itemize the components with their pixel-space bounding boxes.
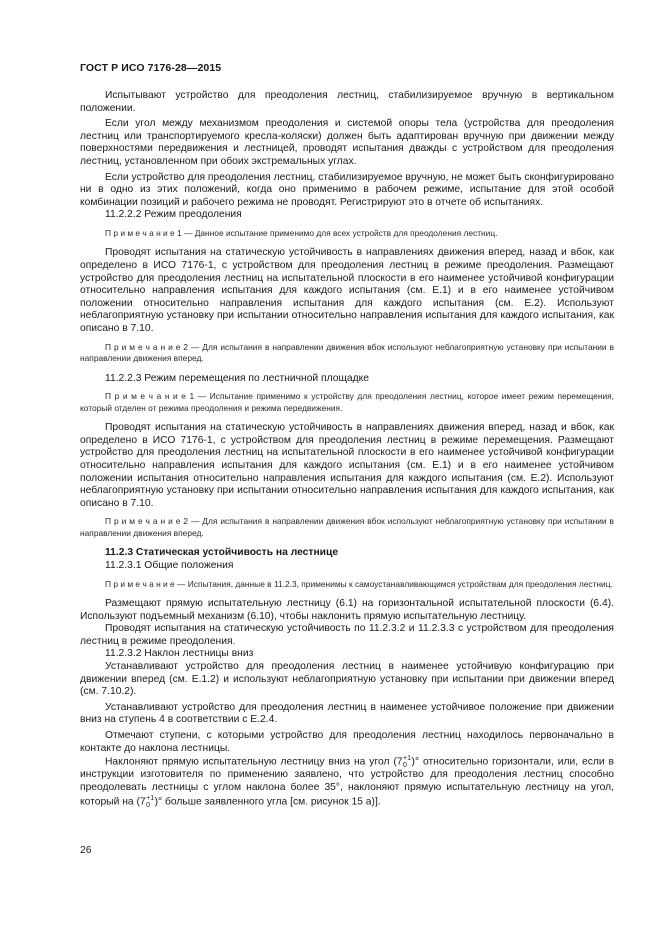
paragraph-part: )° больше заявленного угла [см. рисунок 15 а)]. — [154, 796, 381, 808]
tolerance-lower: 0 — [146, 801, 151, 809]
tolerance-upper: +1 — [403, 755, 412, 763]
paragraph: Размещают прямую испытательную лестницу (6.1) на горизонтальной испытательной плоскости (6.4). Используют подъемный механизм (6.10), чтобы наклонить прямую испытательную лестницу. — [80, 598, 614, 622]
note-text: 1 — Испытание применимо к устройству для преодоления лестниц, которое имеет режим перемещения, который отделен от режима преодоления и режима передвижения. — [80, 391, 614, 413]
note-text: — Испытания, данные в 11.2.3, применимы к самоустанавливающимся устройствам для преодоления лестниц. — [174, 578, 613, 589]
paragraph-with-tolerance — [80, 755, 614, 809]
note — [80, 516, 614, 539]
note — [80, 391, 614, 414]
document-header: ГОСТ Р ИСО 7176-28—2015 — [80, 62, 222, 74]
paragraph: Устанавливают устройство для преодоления лестниц в наименее устойчивую конфигурацию при движении вперед (см. Е.1.2) и используют неблагоприятную установку при испытании при движении вперед (см. 7.10.2). — [80, 661, 614, 698]
section-heading-11-2-2-3: 11.2.2.3 Режим перемещения по лестничной площадке — [105, 372, 370, 384]
note-text: 2 — Для испытания в направлении движения вбок используют неблагоприятную установку при испытании в направлении движения вперед. — [80, 341, 614, 364]
page-number: 26 — [80, 845, 92, 856]
paragraph: Устанавливают устройство для преодоления лестниц в наименее устойчивое положение при движении вниз на ступень 4 в соответствии с Е.2.4. — [80, 701, 614, 726]
tolerance-upper: +1 — [146, 794, 155, 802]
note-text: 1 — Данное испытание применимо для всех устройств для преодоления лестниц. — [174, 227, 498, 238]
section-heading-11-2-3-2: 11.2.3.2 Наклон лестницы вниз — [105, 648, 254, 660]
note-label: П р и м е ч а н и е — [105, 578, 175, 589]
note-label: П р и м е ч а н и е — [105, 341, 181, 352]
paragraph: Проводят испытания на статическую устойчивость по 11.2.3.2 и 11.2.3.3 с устройством для преодоления лестниц в режиме преодоления. — [80, 623, 614, 647]
note-label: П р и м е ч а н и е — [105, 516, 181, 527]
paragraph: Проводят испытания на статическую устойчивость в направлениях движения вперед, назад и вбок, как определено в ИСО 7176-1, с устройством для преодоления лестниц в режиме преодоления. Размещают устройство для преодоления лестниц на испытательной плоскости в его наименее устойчивой конфигурации относительно направления испытания для каждого испытания (см. Е.1) и в его наименее устойчивом положении относительно направления испытания для каждого испытания (см. Е.2). Используют неблагоприятную установку при испытании относительно направления испытания для каждого испытания, как описано в 7.10. — [80, 247, 614, 334]
note — [80, 228, 614, 240]
document-body — [80, 90, 614, 809]
paragraph-part: )° относительно горизонтали, или, если в инструкции изготовителя по применению заявлено, что устройство для преодоления лестниц способно преодолевать лестницы с углом наклона более 35°, наклоняют прямую испытательную лестницу на угол, который на (7 — [80, 756, 614, 808]
note — [80, 579, 614, 591]
tolerance-fraction — [403, 755, 411, 769]
paragraph: Если угол между механизмом преодоления и системой опоры тела (устройства для преодоления лестниц или транспортируемого кресла-коляски) должен быть адаптирован вручную при движении между поверхностями передвижения и лестницей, проводят испытания дважды с устройством для преодоления лестниц, установленном при обоих экстремальных углах. — [80, 118, 614, 167]
note — [80, 342, 614, 365]
note-label: П р и м е ч а н и е — [105, 227, 175, 238]
note-label: П р и м е ч а н и е — [105, 391, 186, 402]
tolerance-fraction — [146, 795, 154, 809]
section-heading-11-2-2-2: 11.2.2.2 Режим преодоления — [105, 209, 242, 221]
tolerance-lower: 0 — [403, 762, 407, 770]
note-text: 2 — Для испытания в направлении движения вбок используют неблагоприятную установку при испытании в направлении движения вперед. — [80, 516, 614, 538]
paragraph: Отмечают ступени, с которыми устройство для преодоления лестниц находилось первоначально в контакте до наклона лестницы. — [80, 729, 614, 754]
section-heading-11-2-3: 11.2.3 Статическая устойчивость на лестнице — [105, 547, 339, 559]
paragraph-part: Наклоняют прямую испытательную лестницу вниз на угол (7 — [105, 756, 403, 768]
section-heading-11-2-3-1: 11.2.3.1 Общие положения — [105, 559, 234, 571]
paragraph: Испытывают устройство для преодоления лестниц, стабилизируемое вручную в вертикальном положении. — [80, 90, 614, 114]
paragraph: Проводят испытания на статическую устойчивость в направлениях движения вперед, назад и вбок, как определено в ИСО 7176-1, с устройством для преодоления лестниц в режиме перемещения. Размещают устройство для преодоления лестниц на испытательной плоскости в его наименее устойчивой конфигурации относительно направления испытания для каждого испытания (см. Е.1) и в его наименее устойчивом положении испытания относительно направления испытания для каждого испытания (см. Е.2). Используют неблагоприятную установку при испытании относительно направления испытания для каждого испытания, как описано в 7.10. — [80, 422, 614, 509]
paragraph: Если устройство для преодоления лестниц, стабилизируемое вручную, не может быть сконфигурировано ни в одно из этих положений, когда оно применимо в рабочем режиме, испытание для этой особой комбинации позиций и рабочего режима не проводят. Регистрируют это в отчете об испытаниях. — [80, 171, 614, 208]
